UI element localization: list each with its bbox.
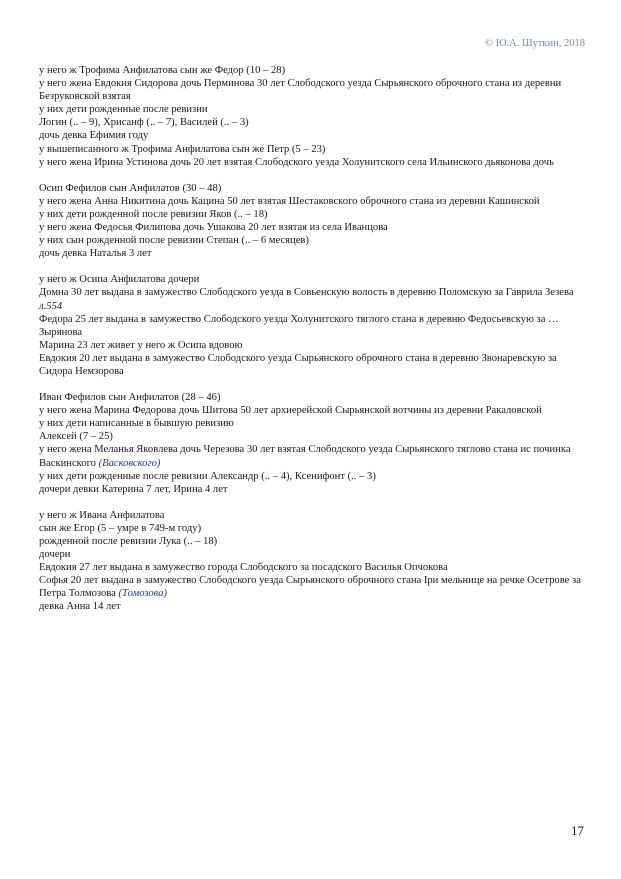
line-text: у него жена Федосья Филипова дочь Ушакова 20 лет взятая из села Иванцова [39, 222, 388, 234]
text-line [39, 182, 587, 195]
line-text: у него жена Ирина Устинова дочь 20 лет взятая Слободского уезда Холунитского села Ильинского дьяконова дочь [39, 156, 554, 168]
paragraph-block [39, 391, 587, 496]
line-text: Осип Фефилов сын Анфилатов (30 – 48) [39, 182, 222, 194]
folio-marker [39, 300, 587, 313]
text-line [39, 600, 587, 613]
text-line [39, 273, 587, 286]
paragraph-block [39, 273, 587, 378]
line-text: у него жена Евдокия Сидорова дочь Перминова 30 лет Слободского уезда Сырьянского оброчного стана из деревни Безруковской взятая [39, 78, 562, 103]
line-text: дочь девка Ефимия году [39, 130, 149, 142]
text-line [39, 313, 587, 339]
paragraph-block [39, 182, 587, 261]
text-line [39, 443, 587, 469]
text-line [39, 208, 587, 221]
line-text: у них дети рожденной после ревизии Яков (.. – 18) [39, 208, 268, 220]
text-line [39, 195, 587, 208]
line-text: Евдокия 20 лет выдана в замужество Слободского уезда Сырьянского оброчного стана в деревню Звонаревскую за Сидора Немзорова [39, 352, 557, 377]
line-text: Евдокия 27 лет выдана в замужество города Слободского за посадского Василья Опчокова [39, 562, 448, 574]
line-text: Домна 30 лет выдана в замужество Слободского уезда в Совьенскую волость в деревню Поломскую за Гаврила Зезева [39, 287, 574, 299]
copyright-notice: © Ю.А. Шуткин, 2018 [485, 38, 585, 49]
text-line [39, 116, 587, 129]
line-text: Софья 20 лет выдана в замужество Слободского уезда Сырьянского оброчного стана Iри мельнице на речке Осетрове за Петра Толмозова [39, 575, 581, 600]
text-line [39, 143, 587, 156]
document-body [39, 64, 587, 627]
line-text: Иван Фефилов сын Анфилатов (28 – 46) [39, 392, 221, 404]
line-text: у них сын рожденной после ревизии Степан (.. – 6 месяцев) [39, 235, 309, 247]
text-line [39, 103, 587, 116]
text-line [39, 404, 587, 417]
editor-note: (Васковского) [98, 457, 161, 469]
line-text: Алексей (7 – 25) [39, 431, 113, 443]
line-text: у него жена Марина Федорова дочь Шитова 50 лет архиерейской Сырьянской вотчины из деревни Ракаловской [39, 405, 542, 417]
line-text: девка Анна 14 лет [39, 601, 121, 613]
text-line [39, 509, 587, 522]
line-text: Марина 23 лет живет у него ж Осипа вдовою [39, 339, 243, 351]
line-text: у него ж Осипа Анфилатова дочери [39, 274, 200, 286]
text-line [39, 430, 587, 443]
line-text: у них дети написанные в бывшую ревизию [39, 418, 234, 430]
line-text: л.554 [39, 300, 63, 312]
line-text: рожденной после ревизии Лука (.. – 18) [39, 536, 218, 547]
text-line [39, 339, 587, 352]
text-line [39, 483, 587, 496]
line-text: у него ж Ивана Анфилатова [39, 509, 165, 521]
text-line [39, 64, 587, 77]
line-text: у него жена Анна Никитина дочь Кацина 50 лет взятая Шестаковского оброчного стана из деревни Кашинской [39, 195, 540, 207]
line-text: у них дети рожденные после ревизии [39, 104, 208, 116]
line-text: дочери [39, 549, 71, 561]
line-text: Логин (.. – 9), Хрисанф (.. – 7), Василей (.. – 3) [39, 117, 249, 129]
text-line [39, 417, 587, 430]
line-text: у них дети рожденные после ревизии Александр (.. – 4), Ксенифонт (.. – 3) [39, 470, 376, 482]
text-line [39, 129, 587, 142]
text-line [39, 548, 587, 561]
line-text: сын же Егор (5 – умре в 749-м году) [39, 522, 202, 534]
text-line [39, 247, 587, 260]
line-text: дочь девка Наталья 3 лет [39, 248, 152, 260]
text-line [39, 221, 587, 234]
line-text: дочери девки Катерина 7 лет, Ирина 4 лет [39, 483, 228, 495]
text-line [39, 561, 587, 574]
text-line [39, 234, 587, 247]
page-number: 17 [571, 823, 584, 838]
text-line [39, 77, 587, 103]
text-line [39, 352, 587, 378]
paragraph-block [39, 64, 587, 169]
editor-note: (Томозова) [118, 588, 168, 600]
text-line [39, 391, 587, 404]
text-line [39, 574, 587, 600]
line-text: Федора 25 лет выдана в замужество Слободского уезда Холунитского тяглого стана в деревню Федосьевскую за … Зырянова [39, 313, 559, 338]
line-text: у него жена Меланья Яковлева дочь Черезова 30 лет взятая Слободского уезда Сырьянского тяглово стана ис починка Васкинского [39, 444, 571, 469]
text-line [39, 286, 587, 299]
line-text: у вышеписанного ж Трофима Анфилатова сын же Петр (5 – 23) [39, 143, 326, 155]
paragraph-block [39, 509, 587, 614]
text-line [39, 156, 587, 169]
text-line [39, 470, 587, 483]
text-line [39, 535, 587, 548]
text-line [39, 522, 587, 535]
line-text: у него ж Трофима Анфилатова сын же Федор (10 – 28) [39, 65, 286, 76]
